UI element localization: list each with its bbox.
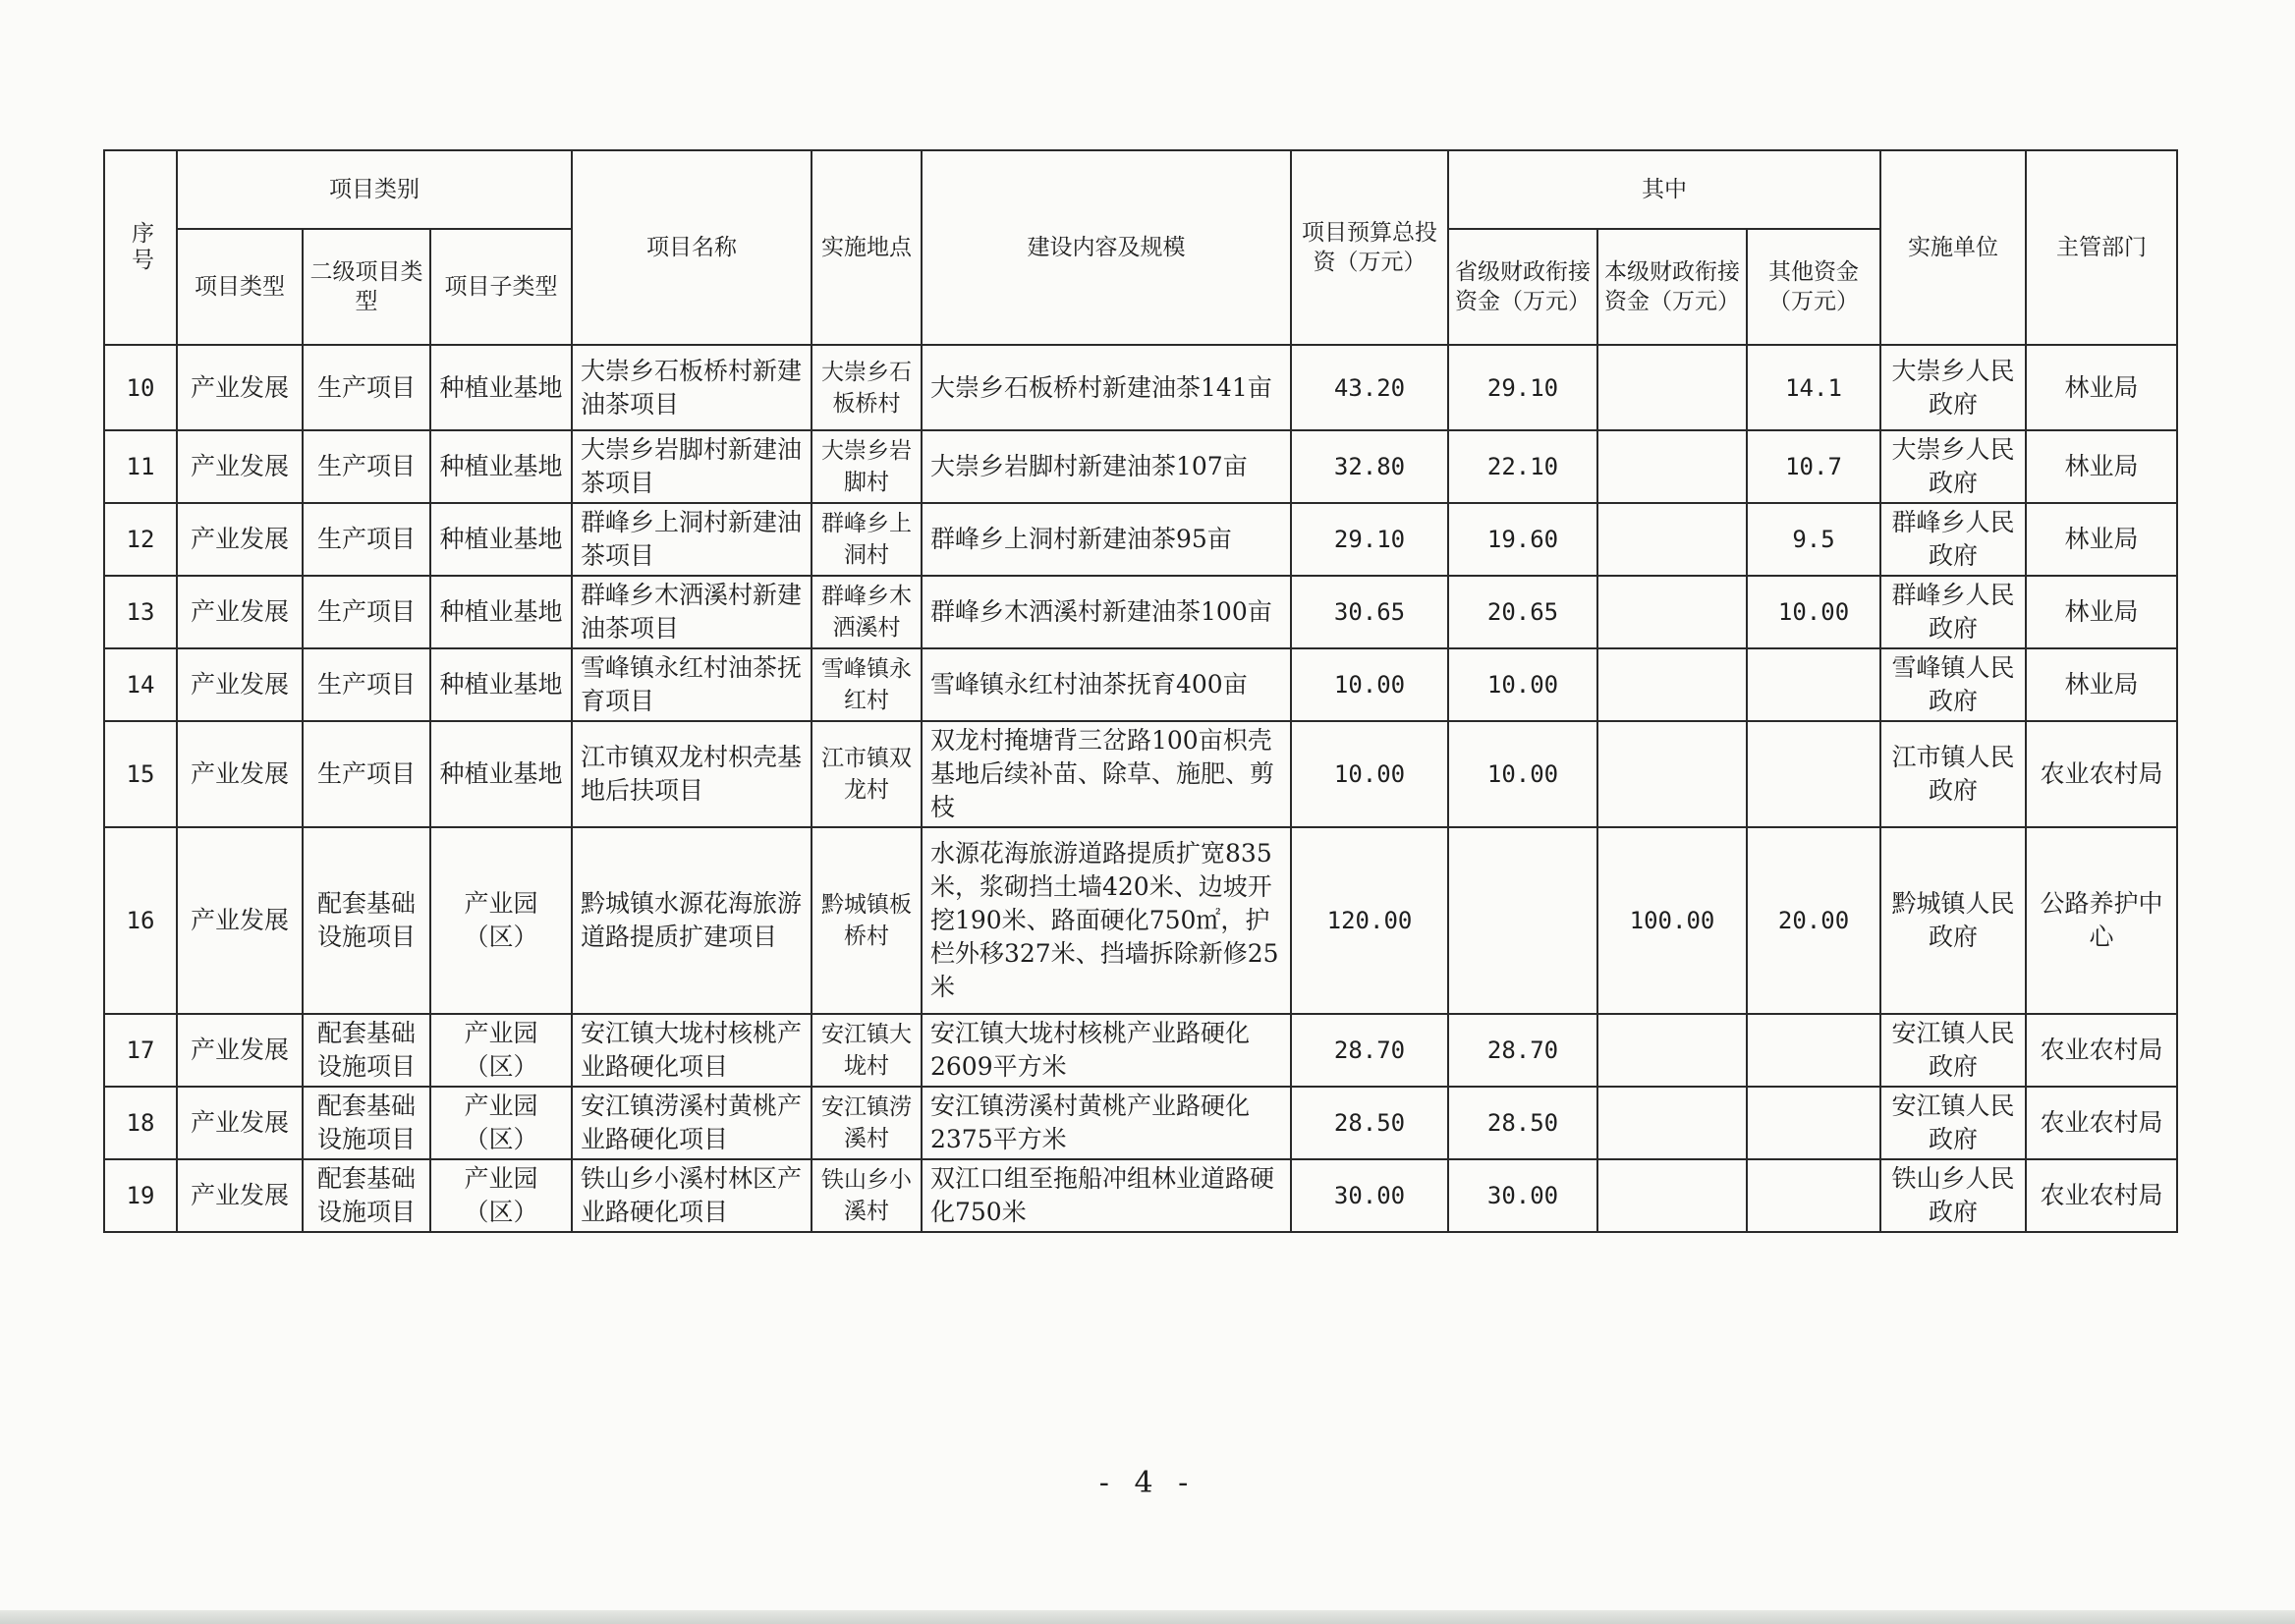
cell-content: 大崇乡石板桥村新建油茶141亩 bbox=[922, 345, 1291, 430]
cell-provincial: 22.10 bbox=[1448, 430, 1597, 503]
cell-content: 水源花海旅游道路提质扩宽835米，浆砌挡土墙420米、边坡开挖190米、路面硬化750㎡，护栏外移327米、挡墙拆除新修25米 bbox=[922, 827, 1291, 1014]
table-body bbox=[104, 345, 2177, 1232]
cell-other bbox=[1747, 1087, 1880, 1159]
cell-budget: 120.00 bbox=[1291, 827, 1448, 1014]
table-row bbox=[104, 827, 2177, 1014]
cell-secondary-type: 生产项目 bbox=[303, 576, 430, 648]
cell-sub-type: 种植业基地 bbox=[430, 430, 572, 503]
cell-secondary-type: 配套基础设施项目 bbox=[303, 1159, 430, 1232]
header-secondary-type: 二级项目类型 bbox=[303, 229, 430, 345]
cell-budget: 32.80 bbox=[1291, 430, 1448, 503]
table-row bbox=[104, 576, 2177, 648]
header-local: 本级财政衔接资金（万元） bbox=[1597, 229, 1747, 345]
cell-other: 9.5 bbox=[1747, 503, 1880, 576]
cell-provincial: 10.00 bbox=[1448, 648, 1597, 721]
cell-secondary-type: 生产项目 bbox=[303, 430, 430, 503]
table-row bbox=[104, 345, 2177, 430]
cell-dept: 公路养护中心 bbox=[2026, 827, 2177, 1014]
cell-dept: 农业农村局 bbox=[2026, 1087, 2177, 1159]
cell-other: 20.00 bbox=[1747, 827, 1880, 1014]
table-row bbox=[104, 430, 2177, 503]
cell-dept: 农业农村局 bbox=[2026, 1014, 2177, 1087]
cell-budget: 28.50 bbox=[1291, 1087, 1448, 1159]
cell-unit: 黔城镇人民政府 bbox=[1880, 827, 2026, 1014]
cell-location: 黔城镇板桥村 bbox=[812, 827, 922, 1014]
cell-project-name: 群峰乡木洒溪村新建油茶项目 bbox=[572, 576, 812, 648]
cell-location: 江市镇双龙村 bbox=[812, 721, 922, 827]
cell-sub-type: 产业园（区） bbox=[430, 1014, 572, 1087]
table-row bbox=[104, 721, 2177, 827]
cell-local bbox=[1597, 1159, 1747, 1232]
cell-unit: 安江镇人民政府 bbox=[1880, 1014, 2026, 1087]
cell-unit: 江市镇人民政府 bbox=[1880, 721, 2026, 827]
cell-seq: 13 bbox=[104, 576, 177, 648]
header-dept: 主管部门 bbox=[2026, 150, 2177, 345]
cell-project-type: 产业发展 bbox=[177, 1159, 303, 1232]
cell-project-type: 产业发展 bbox=[177, 648, 303, 721]
cell-unit: 雪峰镇人民政府 bbox=[1880, 648, 2026, 721]
project-table bbox=[103, 149, 2178, 1233]
cell-provincial: 29.10 bbox=[1448, 345, 1597, 430]
cell-project-name: 雪峰镇永红村油茶抚育项目 bbox=[572, 648, 812, 721]
cell-unit: 大崇乡人民政府 bbox=[1880, 430, 2026, 503]
cell-seq: 18 bbox=[104, 1087, 177, 1159]
cell-dept: 农业农村局 bbox=[2026, 1159, 2177, 1232]
cell-other bbox=[1747, 1159, 1880, 1232]
cell-local bbox=[1597, 1014, 1747, 1087]
cell-content: 双龙村掩塘背三岔路100亩枳壳基地后续补苗、除草、施肥、剪枝 bbox=[922, 721, 1291, 827]
cell-budget: 28.70 bbox=[1291, 1014, 1448, 1087]
cell-content: 雪峰镇永红村油茶抚育400亩 bbox=[922, 648, 1291, 721]
cell-dept: 林业局 bbox=[2026, 576, 2177, 648]
cell-sub-type: 种植业基地 bbox=[430, 503, 572, 576]
cell-secondary-type: 配套基础设施项目 bbox=[303, 827, 430, 1014]
cell-provincial: 19.60 bbox=[1448, 503, 1597, 576]
cell-secondary-type: 生产项目 bbox=[303, 721, 430, 827]
header-provincial: 省级财政衔接资金（万元） bbox=[1448, 229, 1597, 345]
cell-location: 大崇乡岩脚村 bbox=[812, 430, 922, 503]
cell-project-name: 黔城镇水源花海旅游道路提质扩建项目 bbox=[572, 827, 812, 1014]
cell-project-type: 产业发展 bbox=[177, 827, 303, 1014]
cell-sub-type: 产业园（区） bbox=[430, 1159, 572, 1232]
cell-sub-type: 种植业基地 bbox=[430, 345, 572, 430]
cell-location: 安江镇大垅村 bbox=[812, 1014, 922, 1087]
cell-content: 安江镇大垅村核桃产业路硬化2609平方米 bbox=[922, 1014, 1291, 1087]
cell-provincial: 20.65 bbox=[1448, 576, 1597, 648]
cell-other bbox=[1747, 721, 1880, 827]
cell-local bbox=[1597, 648, 1747, 721]
cell-local: 100.00 bbox=[1597, 827, 1747, 1014]
cell-unit: 群峰乡人民政府 bbox=[1880, 576, 2026, 648]
cell-project-name: 大崇乡石板桥村新建油茶项目 bbox=[572, 345, 812, 430]
cell-location: 铁山乡小溪村 bbox=[812, 1159, 922, 1232]
cell-provincial: 10.00 bbox=[1448, 721, 1597, 827]
cell-dept: 林业局 bbox=[2026, 648, 2177, 721]
cell-other: 10.00 bbox=[1747, 576, 1880, 648]
cell-content: 群峰乡上洞村新建油茶95亩 bbox=[922, 503, 1291, 576]
cell-project-name: 江市镇双龙村枳壳基地后扶项目 bbox=[572, 721, 812, 827]
header-seq: 序号 bbox=[104, 150, 177, 345]
cell-seq: 17 bbox=[104, 1014, 177, 1087]
cell-project-name: 大崇乡岩脚村新建油茶项目 bbox=[572, 430, 812, 503]
cell-location: 群峰乡上洞村 bbox=[812, 503, 922, 576]
table-row bbox=[104, 1014, 2177, 1087]
cell-dept: 林业局 bbox=[2026, 430, 2177, 503]
cell-budget: 10.00 bbox=[1291, 648, 1448, 721]
cell-budget: 43.20 bbox=[1291, 345, 1448, 430]
header-category-group: 项目类别 bbox=[177, 150, 572, 229]
header-content: 建设内容及规模 bbox=[922, 150, 1291, 345]
cell-secondary-type: 生产项目 bbox=[303, 345, 430, 430]
table-row bbox=[104, 503, 2177, 576]
cell-other: 14.1 bbox=[1747, 345, 1880, 430]
cell-sub-type: 种植业基地 bbox=[430, 576, 572, 648]
cell-content: 安江镇涝溪村黄桃产业路硬化2375平方米 bbox=[922, 1087, 1291, 1159]
cell-local bbox=[1597, 576, 1747, 648]
cell-project-name: 铁山乡小溪村林区产业路硬化项目 bbox=[572, 1159, 812, 1232]
cell-seq: 10 bbox=[104, 345, 177, 430]
cell-project-type: 产业发展 bbox=[177, 576, 303, 648]
cell-project-type: 产业发展 bbox=[177, 721, 303, 827]
cell-unit: 大崇乡人民政府 bbox=[1880, 345, 2026, 430]
header-budget: 项目预算总投资（万元） bbox=[1291, 150, 1448, 345]
cell-provincial: 28.50 bbox=[1448, 1087, 1597, 1159]
cell-content: 大崇乡岩脚村新建油茶107亩 bbox=[922, 430, 1291, 503]
cell-local bbox=[1597, 345, 1747, 430]
cell-project-type: 产业发展 bbox=[177, 430, 303, 503]
cell-other bbox=[1747, 1014, 1880, 1087]
cell-seq: 11 bbox=[104, 430, 177, 503]
cell-budget: 29.10 bbox=[1291, 503, 1448, 576]
cell-sub-type: 产业园（区） bbox=[430, 1087, 572, 1159]
cell-project-name: 安江镇涝溪村黄桃产业路硬化项目 bbox=[572, 1087, 812, 1159]
cell-sub-type: 种植业基地 bbox=[430, 721, 572, 827]
table-row bbox=[104, 1087, 2177, 1159]
cell-location: 大崇乡石板桥村 bbox=[812, 345, 922, 430]
cell-unit: 群峰乡人民政府 bbox=[1880, 503, 2026, 576]
cell-dept: 农业农村局 bbox=[2026, 721, 2177, 827]
cell-content: 双江口组至拖船冲组林业道路硬化750米 bbox=[922, 1159, 1291, 1232]
cell-content: 群峰乡木洒溪村新建油茶100亩 bbox=[922, 576, 1291, 648]
cell-project-type: 产业发展 bbox=[177, 1014, 303, 1087]
header-other: 其他资金（万元） bbox=[1747, 229, 1880, 345]
header-location: 实施地点 bbox=[812, 150, 922, 345]
header-sub-type: 项目子类型 bbox=[430, 229, 572, 345]
cell-seq: 15 bbox=[104, 721, 177, 827]
cell-local bbox=[1597, 1087, 1747, 1159]
cell-other bbox=[1747, 648, 1880, 721]
header-unit: 实施单位 bbox=[1880, 150, 2026, 345]
cell-project-name: 安江镇大垅村核桃产业路硬化项目 bbox=[572, 1014, 812, 1087]
cell-location: 群峰乡木洒溪村 bbox=[812, 576, 922, 648]
cell-unit: 安江镇人民政府 bbox=[1880, 1087, 2026, 1159]
cell-seq: 14 bbox=[104, 648, 177, 721]
cell-project-name: 群峰乡上洞村新建油茶项目 bbox=[572, 503, 812, 576]
cell-local bbox=[1597, 430, 1747, 503]
cell-location: 安江镇涝溪村 bbox=[812, 1087, 922, 1159]
cell-seq: 12 bbox=[104, 503, 177, 576]
cell-other: 10.7 bbox=[1747, 430, 1880, 503]
cell-secondary-type: 生产项目 bbox=[303, 648, 430, 721]
cell-location: 雪峰镇永红村 bbox=[812, 648, 922, 721]
header-among: 其中 bbox=[1448, 150, 1880, 229]
cell-unit: 铁山乡人民政府 bbox=[1880, 1159, 2026, 1232]
cell-secondary-type: 配套基础设施项目 bbox=[303, 1087, 430, 1159]
cell-sub-type: 种植业基地 bbox=[430, 648, 572, 721]
cell-secondary-type: 生产项目 bbox=[303, 503, 430, 576]
table-row bbox=[104, 1159, 2177, 1232]
cell-project-type: 产业发展 bbox=[177, 1087, 303, 1159]
cell-secondary-type: 配套基础设施项目 bbox=[303, 1014, 430, 1087]
cell-provincial bbox=[1448, 827, 1597, 1014]
cell-seq: 16 bbox=[104, 827, 177, 1014]
header-project-name: 项目名称 bbox=[572, 150, 812, 345]
cell-local bbox=[1597, 721, 1747, 827]
cell-seq: 19 bbox=[104, 1159, 177, 1232]
cell-project-type: 产业发展 bbox=[177, 345, 303, 430]
page-number: - 4 - bbox=[1098, 1466, 1197, 1500]
table-row bbox=[104, 648, 2177, 721]
cell-provincial: 28.70 bbox=[1448, 1014, 1597, 1087]
cell-budget: 30.65 bbox=[1291, 576, 1448, 648]
cell-sub-type: 产业园（区） bbox=[430, 827, 572, 1014]
cell-provincial: 30.00 bbox=[1448, 1159, 1597, 1232]
cell-budget: 30.00 bbox=[1291, 1159, 1448, 1232]
header-project-type: 项目类型 bbox=[177, 229, 303, 345]
scan-edge bbox=[0, 1610, 2295, 1624]
cell-local bbox=[1597, 503, 1747, 576]
cell-dept: 林业局 bbox=[2026, 345, 2177, 430]
cell-project-type: 产业发展 bbox=[177, 503, 303, 576]
table-header bbox=[104, 150, 2177, 345]
cell-budget: 10.00 bbox=[1291, 721, 1448, 827]
cell-dept: 林业局 bbox=[2026, 503, 2177, 576]
